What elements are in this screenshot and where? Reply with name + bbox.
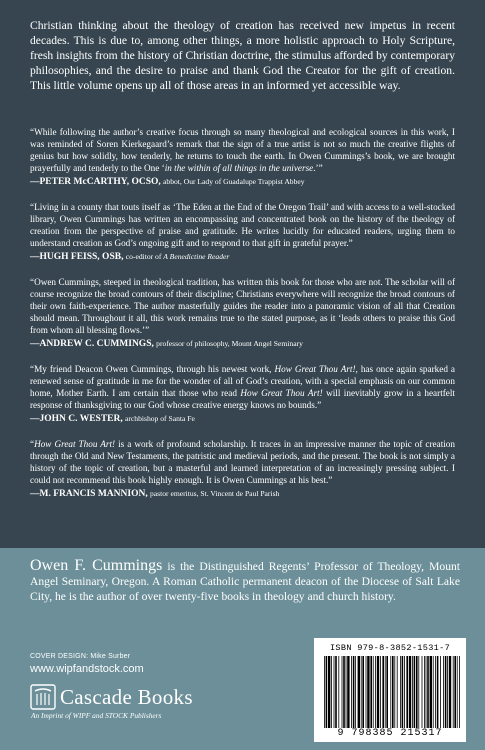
- barcode-bars: [324, 656, 460, 728]
- publisher-name: Cascade Books: [60, 684, 193, 709]
- barcode-bar: [324, 656, 325, 728]
- publisher-logo: [30, 684, 260, 720]
- endorsement-feiss: [30, 201, 455, 263]
- endorsement-text: “Living in a county that touts itself as ‘The Eden at the End of the Oregon Trail’ and with access to a well-stocked library, Owen Cummings has written an encompassing and concentrated book on the history of the theology of creation from the perspective of praise and gratitude. He writes lucidly for educated readers, urging them to understand creation as God’s ongoing gift and to respond to that gift in grateful prayer.”: [30, 202, 455, 248]
- barcode-bar: [351, 656, 352, 728]
- publisher-imprint: An Imprint of WIPF and STOCK Publishers: [31, 711, 162, 720]
- barcode-bar: [453, 656, 454, 728]
- barcode-bar: [328, 656, 330, 728]
- barcode-bar: [435, 656, 436, 728]
- barcode-bar: [346, 656, 347, 728]
- barcode-bar: [338, 656, 339, 728]
- endorsements: [30, 126, 455, 513]
- barcode-bar: [392, 656, 394, 728]
- author-bio: Owen F. Cummings is the Distinguished Regents’ Professor of Theology, Mount Angel Seminary, Oregon. A Roman Catholic permanent deacon of the Diocese of Salt Lake City, he is the author of over twenty-five books in theology and church history.: [30, 557, 461, 603]
- barcode-bar: [367, 656, 369, 728]
- barcode-bar: [402, 656, 404, 728]
- barcode-bar: [422, 656, 423, 728]
- barcode-bar: [385, 656, 386, 728]
- endorsement-text: “How Great Thou Art! is a work of profound scholarship. It traces in an impressive manner the topic of creation through the Old and New Testaments, the patristic and medieval periods, and the present. The book is not simply a history of the topic of creation, but a masterful and learned interpretation of an increasingly pressing subject. I could not recommend this book highly enough. It is Owen Cummings at his best.”: [30, 439, 455, 485]
- barcode-bar: [440, 656, 441, 728]
- barcode-bar: [382, 656, 384, 728]
- barcode-bar: [380, 656, 381, 728]
- barcode-bar: [418, 656, 419, 728]
- barcode-bar: [427, 656, 429, 728]
- endorsement-mannion: [30, 438, 455, 500]
- barcode-bar: [400, 656, 401, 728]
- barcode-bar: [355, 656, 356, 728]
- barcode-bar: [424, 656, 425, 728]
- endorsement-text: “My friend Deacon Owen Cummings, through his newest work, How Great Thou Art!, has once again sparked a renewed sense of gratitude in me for the wonder of all of God’s creation, with a special emphasis on our common home, Mother Earth. I am certain that those who read How Great Thou Art! will inevitably grow in a heartfelt response of thanksgiving to our God whose creative energy knows no bounds.”: [30, 364, 455, 410]
- barcode-bar: [394, 656, 395, 728]
- barcode-bar: [326, 656, 328, 728]
- barcode-bar: [459, 656, 460, 728]
- barcode-bar: [386, 656, 388, 728]
- barcode-bar: [343, 656, 345, 728]
- isbn-barcode: [314, 638, 466, 742]
- barcode-bar: [457, 656, 458, 728]
- barcode-bar: [353, 656, 355, 728]
- barcode-bar: [426, 656, 427, 728]
- endorsement-attribution: —ANDREW C. CUMMINGS, professor of philosophy, Mount Angel Seminary: [30, 339, 303, 349]
- barcode-bar: [370, 656, 372, 728]
- barcode-bar: [377, 656, 379, 728]
- endorsement-attribution: —HUGH FEISS, OSB, co-editor of A Benedictine Reader: [30, 252, 230, 262]
- barcode-bar: [334, 656, 335, 728]
- barcode-bar: [433, 656, 434, 728]
- barcode-bar: [375, 656, 376, 728]
- endorsement-mccarthy: [30, 126, 455, 188]
- barcode-bar: [366, 656, 367, 728]
- endorsement-attribution: —PETER McCARTHY, OCSO, abbot, Our Lady of Guadalupe Trappist Abbey: [30, 177, 305, 187]
- isbn-number: ISBN 979-8-3852-1531-7: [329, 643, 451, 653]
- barcode-bar: [437, 656, 439, 728]
- barcode-bar: [412, 656, 413, 728]
- barcode-bar: [430, 656, 432, 728]
- endorsement-text: “While following the author’s creative focus through so many theological and ecological sources in this work, I was reminded of Soren Kierkegaard’s remark that the sign of a true artist is not so much the creative flights of genius but how solidly, how tenderly, he returns to touch the earth. In Owen Cummings’s book, we are brought prayerfully and tenderly to the One ‘in the within of all things in the universe.’”: [30, 127, 455, 173]
- barcode-bar: [404, 656, 405, 728]
- barcode-bar: [406, 656, 408, 728]
- barcode-bar: [331, 656, 332, 728]
- endorsement-text: “Owen Cummings, steeped in theological tradition, has written this book for those who are not. The scholar will of course recognize the broad contours of their discipline; Christians everywhere will recognize the broad contours of their own faith-experience. The author masterfully guides the reader into a panoramic vision of all that Creation should mean. Throughout it all, this work remains true to the stated purpose, as it ‘leads others to praise this God from whom all blessing flows.’”: [30, 277, 455, 335]
- endorsement-andrew-cummings: [30, 276, 455, 350]
- barcode-bar: [358, 656, 360, 728]
- book-description: Christian thinking about the theology of creation has received new impetus in recent decades. This is due to, among other things, a more holistic approach to Holy Scripture, fresh insights from the history of Christian doctrine, the stimulus afforded by contemporary philosophies, and the desire to praise and thank God the Creator for the gift of creation. This little volume opens up all of those areas in an informed yet accessible way.: [30, 19, 455, 92]
- barcode-bar: [335, 656, 337, 728]
- barcode-bar: [390, 656, 391, 728]
- publisher-website[interactable]: www.wipfandstock.com: [30, 663, 144, 675]
- barcode-bar: [443, 656, 444, 728]
- barcode-bar: [447, 656, 448, 728]
- barcode-bar: [342, 656, 343, 728]
- endorsement-wester: [30, 363, 455, 425]
- barcode-bar: [373, 656, 374, 728]
- barcode-bar: [449, 656, 451, 728]
- barcode-bar: [362, 656, 364, 728]
- barcode-bar: [409, 656, 411, 728]
- barcode-digits: 9 798385 215317: [337, 728, 443, 739]
- cover-design-credit: COVER DESIGN: Mike Surber: [30, 653, 131, 660]
- endorsement-attribution: —JOHN C. WESTER, archbishop of Santa Fe: [30, 414, 195, 424]
- author-name: Owen F. Cummings: [30, 557, 163, 574]
- cascade-waterfall-icon: [30, 684, 56, 710]
- barcode-bar: [445, 656, 447, 728]
- barcode-bar: [416, 656, 418, 728]
- barcode-bar: [414, 656, 416, 728]
- barcode-bar: [347, 656, 349, 728]
- barcode-bar: [454, 656, 456, 728]
- barcode-bar: [361, 656, 362, 728]
- endorsement-attribution: —M. FRANCIS MANNION, pastor emeritus, St. Vincent de Paul Parish: [30, 489, 280, 499]
- barcode-bar: [397, 656, 398, 728]
